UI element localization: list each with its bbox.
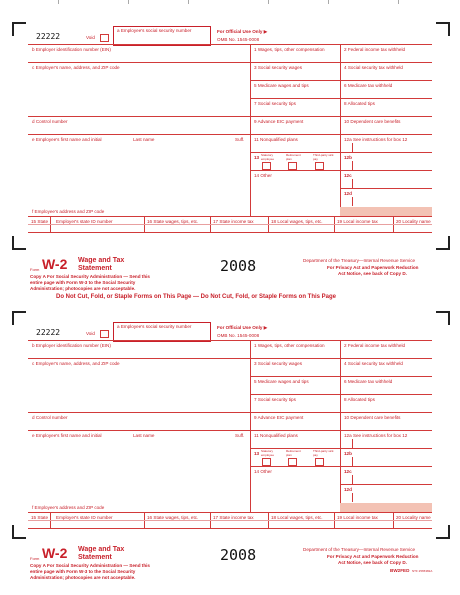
crop-mark — [436, 236, 450, 250]
retirement-label: Retirement plan — [286, 153, 301, 161]
box6-label: 6 Medicare tax withheld — [344, 379, 393, 384]
rule — [28, 512, 432, 513]
rule — [250, 80, 432, 81]
box12a-label: 12a See instructions for box 12 — [344, 433, 408, 438]
copy-a-line3: Administration; photocopies are not acceptable. — [30, 575, 136, 580]
rule — [28, 340, 432, 341]
rule — [340, 152, 432, 153]
copy-a-line2: entire page with Form W-3 to the Social Security — [30, 569, 136, 574]
box15-label: 15 State — [31, 515, 49, 520]
suff-label: Suff. — [235, 433, 245, 438]
rule — [28, 528, 432, 529]
rule — [28, 216, 432, 217]
privacy-line2: Act Notice, see back of Copy D. — [338, 560, 407, 565]
box9-label: 9 Advance EIC payment — [254, 119, 304, 124]
box10-label: 10 Dependent care benefits — [344, 119, 401, 124]
wage-title: Wage and Tax — [78, 546, 125, 553]
thirdparty-label: Third-party sick pay — [313, 153, 334, 161]
statement-title: Statement — [78, 554, 112, 561]
box7-label: 7 Social security tips — [254, 397, 296, 402]
box12b-label: 12b — [344, 451, 352, 456]
box16-label: 16 State wages, tips, etc. — [147, 515, 199, 520]
copy-a-line1: Copy A For Social Security Administration — Send this — [30, 274, 150, 279]
rule — [250, 358, 432, 359]
crop-mark — [436, 525, 450, 539]
box17-label: 17 State income tax — [213, 515, 254, 520]
box19-label: 19 Local income tax — [337, 219, 378, 224]
crop-mark — [12, 525, 26, 539]
box5-label: 5 Medicare wages and tips — [254, 83, 309, 88]
box-b-label: b Employer identification number (EIN) — [32, 343, 111, 348]
control-code: 22222 — [36, 328, 61, 337]
box19-label: 19 Local income tax — [337, 515, 378, 520]
privacy-line2: Act Notice, see back of Copy D. — [338, 271, 407, 276]
rule — [352, 161, 353, 170]
tax-year: 2008 — [220, 257, 257, 275]
crop-mark — [436, 311, 450, 325]
rule — [28, 44, 432, 45]
void-checkbox[interactable] — [100, 34, 109, 42]
box1-label: 1 Wages, tips, other compensation — [254, 47, 325, 52]
thirdparty-checkbox[interactable] — [315, 162, 324, 170]
box8-label: 8 Allocated tips — [344, 397, 375, 402]
box20-label: 20 Locality name — [396, 515, 431, 520]
box-a-label: a Employee's social security number — [117, 28, 192, 33]
box10-label: 10 Dependent care benefits — [344, 415, 401, 420]
box-d-label: d Control number — [32, 119, 68, 124]
rule — [28, 232, 432, 233]
rule — [250, 62, 432, 63]
copy-a-line1: Copy A For Social Security Administration — Send this — [30, 563, 150, 568]
box-f-label: f Employee's address and ZIP code — [32, 505, 105, 510]
box14-label: 14 Other — [254, 469, 272, 474]
box4-label: 4 Social security tax withheld — [344, 361, 403, 366]
form-word: Form — [30, 556, 40, 561]
box-e-label: e Employee's first name and initial — [32, 137, 102, 142]
box17-label: 17 State income tax — [213, 219, 254, 224]
box11-label: 11 Nonqualified plans — [254, 433, 298, 438]
crop-mark — [436, 22, 450, 36]
rule — [352, 457, 353, 466]
rule — [28, 412, 250, 413]
box13-label: 13 — [254, 451, 260, 456]
form-code: BW2FED — [390, 568, 410, 573]
official-use: For Official Use Only ▶ — [217, 325, 268, 330]
box18-label: 18 Local wages, tips, etc. — [271, 219, 323, 224]
box18-label: 18 Local wages, tips, etc. — [271, 515, 323, 520]
thirdparty-checkbox[interactable] — [315, 458, 324, 466]
rule — [28, 62, 250, 63]
rule — [250, 412, 432, 413]
rule — [340, 188, 432, 189]
retirement-checkbox[interactable] — [288, 458, 297, 466]
rule — [28, 430, 432, 431]
void-label: Void — [86, 331, 95, 336]
rule — [250, 376, 432, 377]
box-b-label: b Employer identification number (EIN) — [32, 47, 111, 52]
wage-title: Wage and Tax — [78, 257, 125, 264]
rule — [250, 466, 432, 467]
box12c-label: 12c — [344, 469, 352, 474]
rule — [352, 439, 353, 448]
rule — [340, 44, 341, 216]
rule — [250, 44, 251, 216]
box16-label: 16 State wages, tips, etc. — [147, 219, 199, 224]
w2-title: W-2 — [42, 545, 68, 561]
do-not-cut-warning: Do Not Cut, Fold, or Staple Forms on This Page — Do Not Cut, Fold, or Staple Forms on This Page — [56, 294, 337, 300]
rule — [250, 98, 432, 99]
box9-label: 9 Advance EIC payment — [254, 415, 304, 420]
box-c-label: c Employer's name, address, and ZIP code — [32, 361, 120, 366]
rule — [352, 197, 353, 206]
box12a-label: 12a See instructions for box 12 — [344, 137, 408, 142]
state-id-label: Employer's state ID number — [56, 219, 113, 224]
rule — [250, 116, 432, 117]
box-c-label: c Employer's name, address, and ZIP code — [32, 65, 120, 70]
box15-label: 15 State — [31, 219, 49, 224]
rule — [340, 448, 432, 449]
box-d-label: d Control number — [32, 415, 68, 420]
rule — [340, 484, 432, 485]
statutory-checkbox[interactable] — [262, 458, 271, 466]
void-checkbox[interactable] — [100, 330, 109, 338]
w2-form-bottom — [0, 297, 460, 595]
void-label: Void — [86, 35, 95, 40]
statutory-label: Statutory employee — [261, 153, 275, 161]
tax-year: 2008 — [220, 546, 257, 564]
box7-label: 7 Social security tips — [254, 101, 296, 106]
statement-title: Statement — [78, 265, 112, 272]
privacy-line1: For Privacy Act and Paperwork Reduction — [327, 554, 419, 559]
suff-label: Suff. — [235, 137, 245, 142]
state-id-label: Employer's state ID number — [56, 515, 113, 520]
statutory-checkbox[interactable] — [262, 162, 271, 170]
dept-treasury: Department of the Treasury—Internal Revenue Service — [303, 547, 416, 552]
last-name-label: Last name — [133, 137, 155, 142]
crop-mark — [12, 236, 26, 250]
box12d-label: 12d — [344, 487, 352, 492]
box-f-label: f Employee's address and ZIP code — [32, 209, 105, 214]
rule — [352, 179, 353, 188]
box6-label: 6 Medicare tax withheld — [344, 83, 393, 88]
dept-treasury: Department of the Treasury—Internal Revenue Service — [303, 258, 416, 263]
form-word: Form — [30, 267, 40, 272]
box2-label: 2 Federal income tax withheld — [344, 343, 406, 348]
box12c-label: 12c — [344, 173, 352, 178]
rule — [352, 143, 353, 152]
box8-label: 8 Allocated tips — [344, 101, 375, 106]
box12d-label: 12d — [344, 191, 352, 196]
box3-label: 3 Social security wages — [254, 361, 303, 366]
privacy-line1: For Privacy Act and Paperwork Reduction — [327, 265, 419, 270]
copy-a-line3: Administration; photocopies are not acceptable. — [30, 286, 136, 291]
rule — [28, 116, 250, 117]
rule — [250, 394, 432, 395]
rule — [28, 358, 250, 359]
rule — [28, 134, 432, 135]
box3-label: 3 Social security wages — [254, 65, 303, 70]
box1-label: 1 Wages, tips, other compensation — [254, 343, 325, 348]
shaded-area — [340, 207, 432, 216]
crop-mark — [12, 311, 26, 325]
box20-label: 20 Locality name — [396, 219, 431, 224]
box-a-label: a Employee's social security number — [117, 324, 192, 329]
official-use: For Official Use Only ▶ — [217, 29, 268, 34]
copy-a-line2: entire page with Form W-3 to the Social Security — [30, 280, 136, 285]
rule — [352, 475, 353, 484]
omb-number: OMB No. 1545-0008 — [217, 37, 260, 42]
box4-label: 4 Social security tax withheld — [344, 65, 403, 70]
omb-number: OMB No. 1545-0008 — [217, 333, 260, 338]
rule — [250, 170, 432, 171]
box-e-label: e Employee's first name and initial — [32, 433, 102, 438]
box12b-label: 12b — [344, 155, 352, 160]
shaded-area — [340, 503, 432, 512]
form-code-small: NTF 2565382A — [412, 569, 433, 573]
control-code: 22222 — [36, 32, 61, 41]
w2-title: W-2 — [42, 256, 68, 272]
crop-mark — [12, 22, 26, 36]
box5-label: 5 Medicare wages and tips — [254, 379, 309, 384]
box13-label: 13 — [254, 155, 260, 160]
box14-label: 14 Other — [254, 173, 272, 178]
retirement-label: Retirement plan — [286, 449, 301, 457]
rule — [352, 493, 353, 502]
last-name-label: Last name — [133, 433, 155, 438]
rule — [340, 340, 341, 512]
retirement-checkbox[interactable] — [288, 162, 297, 170]
box11-label: 11 Nonqualified plans — [254, 137, 298, 142]
box2-label: 2 Federal income tax withheld — [344, 47, 406, 52]
rule — [250, 340, 251, 512]
thirdparty-label: Third-party sick pay — [313, 449, 334, 457]
statutory-label: Statutory employee — [261, 449, 275, 457]
